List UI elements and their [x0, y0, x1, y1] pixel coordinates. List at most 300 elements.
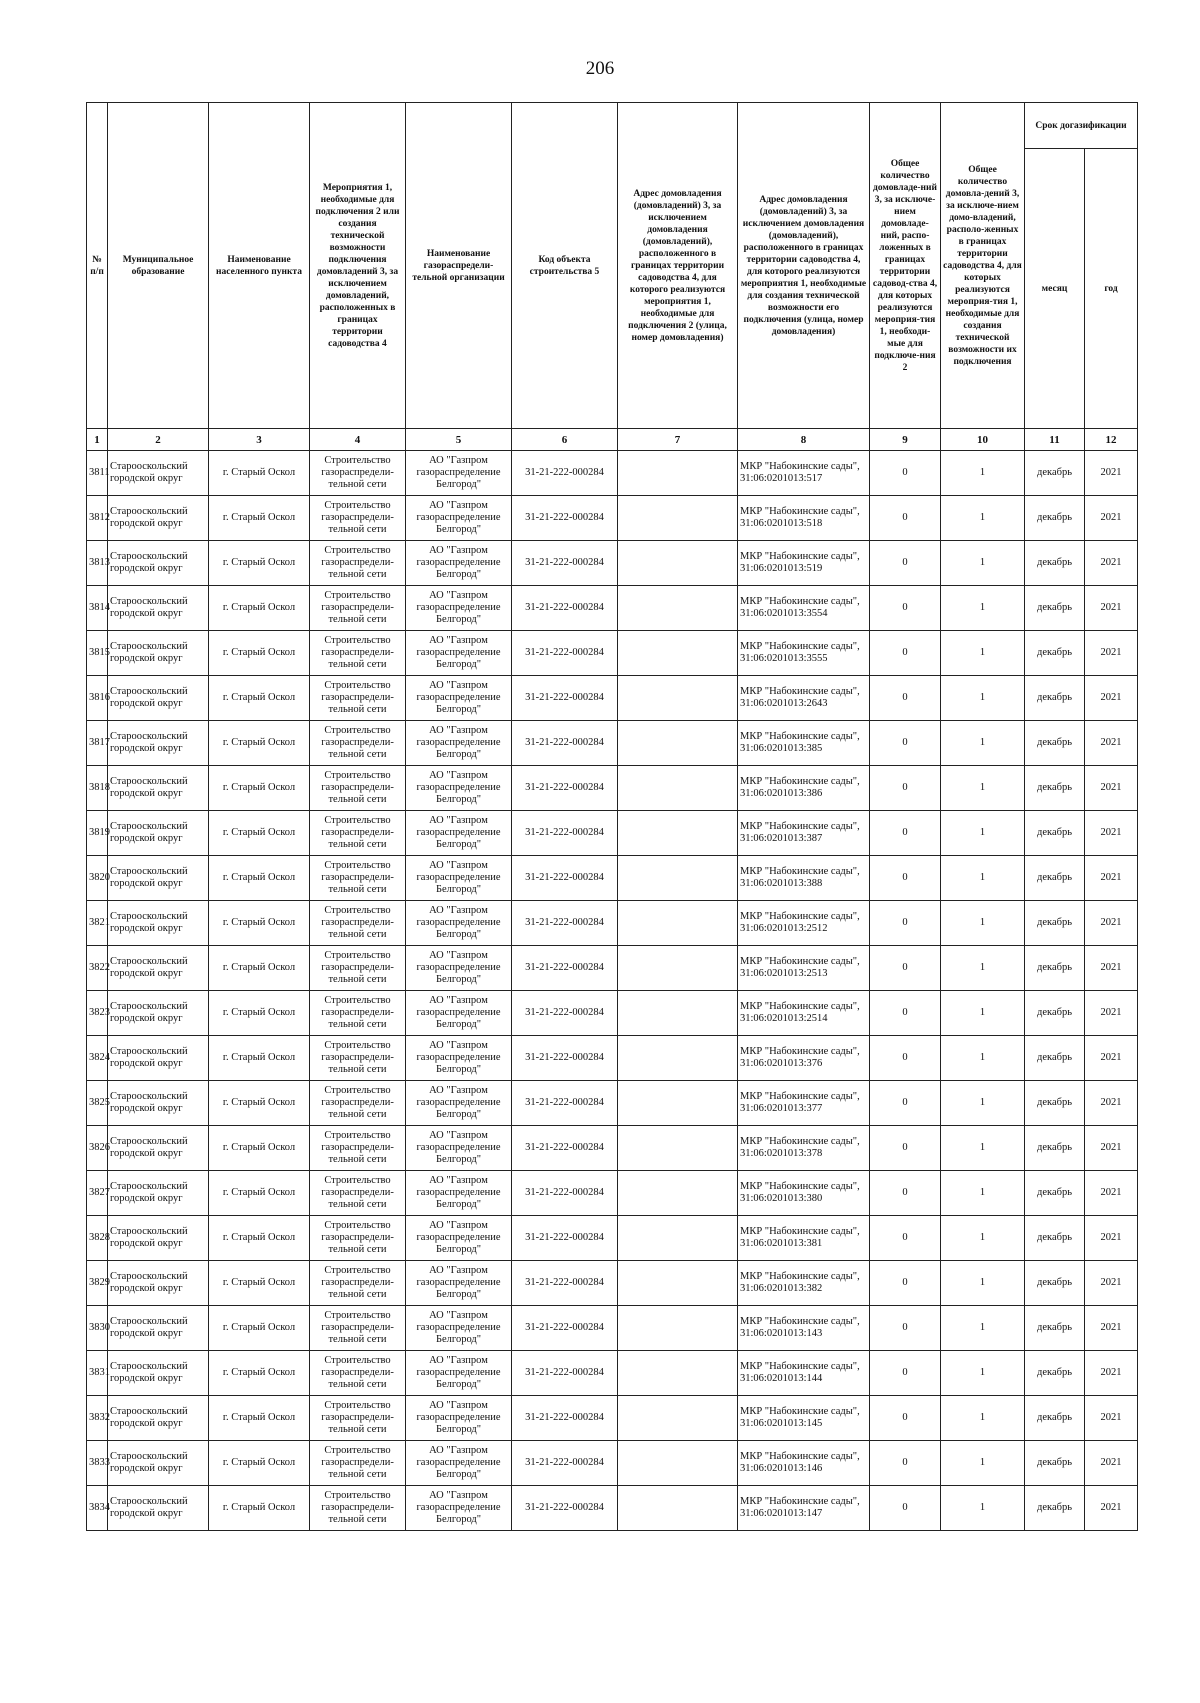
row-number: 3817 [87, 721, 108, 766]
organization-cell: АО "Газпром газораспределение Белгород" [406, 1261, 512, 1306]
year-cell: 2021 [1085, 856, 1138, 901]
year-cell: 2021 [1085, 1081, 1138, 1126]
locality-cell: г. Старый Оскол [209, 1441, 310, 1486]
column-number: 4 [310, 429, 406, 451]
column-number: 12 [1085, 429, 1138, 451]
table-row [87, 1081, 1138, 1126]
connection-address-cell [618, 991, 738, 1036]
capability-address-cell: МКР "Набокинские сады", 31:06:0201013:382 [738, 1261, 870, 1306]
object-code-cell: 31-21-222-000284 [512, 1261, 618, 1306]
month-cell: декабрь [1025, 541, 1085, 586]
capability-count-cell: 1 [941, 1216, 1025, 1261]
connection-address-cell [618, 1036, 738, 1081]
table-row [87, 1216, 1138, 1261]
month-cell: декабрь [1025, 1351, 1085, 1396]
month-cell: декабрь [1025, 1216, 1085, 1261]
connection-address-cell [618, 1486, 738, 1531]
locality-cell: г. Старый Оскол [209, 1126, 310, 1171]
connection-count-cell: 0 [870, 541, 941, 586]
year-cell: 2021 [1085, 1126, 1138, 1171]
municipality-cell: Старооскольский городской округ [108, 541, 209, 586]
month-cell: декабрь [1025, 946, 1085, 991]
header-year: год [1085, 149, 1138, 429]
event-cell: Строительство газораспредели-тельной сети [310, 1126, 406, 1171]
organization-cell: АО "Газпром газораспределение Белгород" [406, 676, 512, 721]
header-col8: Адрес домовладения (домовладений) 3, за исключением домовладения (домовладений), расположенного в границах территории садоводства 4, для которого реализуются мероприятия 1, необходимые для создания технической возможности его подключения (улица, номер домовладения) [738, 103, 870, 429]
capability-address-cell: МКР "Набокинские сады", 31:06:0201013:378 [738, 1126, 870, 1171]
event-cell: Строительство газораспредели-тельной сети [310, 856, 406, 901]
capability-address-cell: МКР "Набокинские сады", 31:06:0201013:3555 [738, 631, 870, 676]
organization-cell: АО "Газпром газораспределение Белгород" [406, 1486, 512, 1531]
locality-cell: г. Старый Оскол [209, 811, 310, 856]
table-body [87, 429, 1138, 1531]
municipality-cell: Старооскольский городской округ [108, 1171, 209, 1216]
event-cell: Строительство газораспредели-тельной сети [310, 631, 406, 676]
object-code-cell: 31-21-222-000284 [512, 1036, 618, 1081]
municipality-cell: Старооскольский городской округ [108, 1306, 209, 1351]
column-number: 1 [87, 429, 108, 451]
locality-cell: г. Старый Оскол [209, 1306, 310, 1351]
table-row [87, 901, 1138, 946]
year-cell: 2021 [1085, 946, 1138, 991]
year-cell: 2021 [1085, 1306, 1138, 1351]
connection-count-cell: 0 [870, 766, 941, 811]
table-row [87, 676, 1138, 721]
table-row [87, 721, 1138, 766]
month-cell: декабрь [1025, 1261, 1085, 1306]
municipality-cell: Старооскольский городской округ [108, 856, 209, 901]
locality-cell: г. Старый Оскол [209, 766, 310, 811]
municipality-cell: Старооскольский городской округ [108, 1081, 209, 1126]
year-cell: 2021 [1085, 541, 1138, 586]
month-cell: декабрь [1025, 496, 1085, 541]
object-code-cell: 31-21-222-000284 [512, 1126, 618, 1171]
row-number: 3818 [87, 766, 108, 811]
connection-address-cell [618, 586, 738, 631]
table-row [87, 631, 1138, 676]
column-number: 3 [209, 429, 310, 451]
year-cell: 2021 [1085, 1216, 1138, 1261]
capability-address-cell: МКР "Набокинские сады", 31:06:0201013:385 [738, 721, 870, 766]
object-code-cell: 31-21-222-000284 [512, 856, 618, 901]
capability-count-cell: 1 [941, 676, 1025, 721]
connection-count-cell: 0 [870, 1486, 941, 1531]
month-cell: декабрь [1025, 1126, 1085, 1171]
connection-address-cell [618, 1171, 738, 1216]
object-code-cell: 31-21-222-000284 [512, 721, 618, 766]
municipality-cell: Старооскольский городской округ [108, 1351, 209, 1396]
row-number: 3824 [87, 1036, 108, 1081]
table-row [87, 1351, 1138, 1396]
row-number: 3827 [87, 1171, 108, 1216]
table-row [87, 1306, 1138, 1351]
table-row [87, 766, 1138, 811]
year-cell: 2021 [1085, 631, 1138, 676]
month-cell: декабрь [1025, 451, 1085, 496]
page-number: 206 [585, 58, 615, 79]
column-number: 10 [941, 429, 1025, 451]
capability-count-cell: 1 [941, 541, 1025, 586]
connection-count-cell: 0 [870, 676, 941, 721]
row-number: 3819 [87, 811, 108, 856]
table-row [87, 541, 1138, 586]
event-cell: Строительство газораспредели-тельной сети [310, 541, 406, 586]
municipality-cell: Старооскольский городской округ [108, 1036, 209, 1081]
month-cell: декабрь [1025, 766, 1085, 811]
capability-address-cell: МКР "Набокинские сады", 31:06:0201013:146 [738, 1441, 870, 1486]
table-row [87, 496, 1138, 541]
organization-cell: АО "Газпром газораспределение Белгород" [406, 766, 512, 811]
year-cell: 2021 [1085, 1171, 1138, 1216]
connection-address-cell [618, 1351, 738, 1396]
connection-count-cell: 0 [870, 1126, 941, 1171]
connection-address-cell [618, 1261, 738, 1306]
municipality-cell: Старооскольский городской округ [108, 631, 209, 676]
connection-address-cell [618, 1441, 738, 1486]
connection-count-cell: 0 [870, 721, 941, 766]
table-row [87, 856, 1138, 901]
capability-count-cell: 1 [941, 1171, 1025, 1216]
row-number: 3825 [87, 1081, 108, 1126]
event-cell: Строительство газораспредели-тельной сети [310, 721, 406, 766]
capability-count-cell: 1 [941, 451, 1025, 496]
locality-cell: г. Старый Оскол [209, 1171, 310, 1216]
organization-cell: АО "Газпром газораспределение Белгород" [406, 991, 512, 1036]
year-cell: 2021 [1085, 901, 1138, 946]
object-code-cell: 31-21-222-000284 [512, 676, 618, 721]
capability-count-cell: 1 [941, 856, 1025, 901]
object-code-cell: 31-21-222-000284 [512, 1216, 618, 1261]
locality-cell: г. Старый Оскол [209, 1261, 310, 1306]
header-month: месяц [1025, 149, 1085, 429]
connection-address-cell [618, 1396, 738, 1441]
connection-address-cell [618, 1081, 738, 1126]
capability-count-cell: 1 [941, 1126, 1025, 1171]
organization-cell: АО "Газпром газораспределение Белгород" [406, 586, 512, 631]
municipality-cell: Старооскольский городской округ [108, 1216, 209, 1261]
object-code-cell: 31-21-222-000284 [512, 451, 618, 496]
row-number: 3830 [87, 1306, 108, 1351]
connection-address-cell [618, 1216, 738, 1261]
month-cell: декабрь [1025, 586, 1085, 631]
municipality-cell: Старооскольский городской округ [108, 676, 209, 721]
connection-address-cell [618, 946, 738, 991]
event-cell: Строительство газораспредели-тельной сети [310, 586, 406, 631]
event-cell: Строительство газораспредели-тельной сети [310, 1306, 406, 1351]
object-code-cell: 31-21-222-000284 [512, 631, 618, 676]
month-cell: декабрь [1025, 856, 1085, 901]
header-col6: Код объекта строительства 5 [512, 103, 618, 429]
locality-cell: г. Старый Оскол [209, 541, 310, 586]
capability-address-cell: МКР "Набокинские сады", 31:06:0201013:3554 [738, 586, 870, 631]
row-number: 3814 [87, 586, 108, 631]
row-number: 3828 [87, 1216, 108, 1261]
year-cell: 2021 [1085, 721, 1138, 766]
capability-count-cell: 1 [941, 1261, 1025, 1306]
municipality-cell: Старооскольский городской округ [108, 766, 209, 811]
event-cell: Строительство газораспредели-тельной сети [310, 1486, 406, 1531]
municipality-cell: Старооскольский городской округ [108, 1261, 209, 1306]
capability-address-cell: МКР "Набокинские сады", 31:06:0201013:2514 [738, 991, 870, 1036]
locality-cell: г. Старый Оскол [209, 721, 310, 766]
object-code-cell: 31-21-222-000284 [512, 586, 618, 631]
organization-cell: АО "Газпром газораспределение Белгород" [406, 946, 512, 991]
row-number: 3823 [87, 991, 108, 1036]
event-cell: Строительство газораспредели-тельной сети [310, 676, 406, 721]
capability-address-cell: МКР "Набокинские сады", 31:06:0201013:388 [738, 856, 870, 901]
capability-count-cell: 1 [941, 901, 1025, 946]
municipality-cell: Старооскольский городской округ [108, 451, 209, 496]
header-col2: Муниципальное образование [108, 103, 209, 429]
connection-address-cell [618, 811, 738, 856]
connection-count-cell: 0 [870, 811, 941, 856]
connection-count-cell: 0 [870, 991, 941, 1036]
locality-cell: г. Старый Оскол [209, 586, 310, 631]
object-code-cell: 31-21-222-000284 [512, 766, 618, 811]
municipality-cell: Старооскольский городской округ [108, 1126, 209, 1171]
event-cell: Строительство газораспредели-тельной сети [310, 496, 406, 541]
organization-cell: АО "Газпром газораспределение Белгород" [406, 1126, 512, 1171]
connection-count-cell: 0 [870, 586, 941, 631]
event-cell: Строительство газораспредели-тельной сети [310, 1081, 406, 1126]
month-cell: декабрь [1025, 676, 1085, 721]
month-cell: декабрь [1025, 901, 1085, 946]
header-term: Срок догазификации [1025, 103, 1138, 149]
month-cell: декабрь [1025, 811, 1085, 856]
capability-count-cell: 1 [941, 1306, 1025, 1351]
month-cell: декабрь [1025, 1171, 1085, 1216]
organization-cell: АО "Газпром газораспределение Белгород" [406, 1216, 512, 1261]
organization-cell: АО "Газпром газораспределение Белгород" [406, 496, 512, 541]
year-cell: 2021 [1085, 586, 1138, 631]
capability-count-cell: 1 [941, 1396, 1025, 1441]
header-col10: Общее количество домовла-дений 3, за исключе-нием домо-владений, располо-женных в границах территории садоводства 4, для которых реализуются мероприя-тия 1, необходимые для создания технической возможности их подключения [941, 103, 1025, 429]
event-cell: Строительство газораспредели-тельной сети [310, 946, 406, 991]
column-number: 11 [1025, 429, 1085, 451]
capability-address-cell: МКР "Набокинские сады", 31:06:0201013:2643 [738, 676, 870, 721]
locality-cell: г. Старый Оскол [209, 1036, 310, 1081]
column-number: 8 [738, 429, 870, 451]
organization-cell: АО "Газпром газораспределение Белгород" [406, 541, 512, 586]
connection-count-cell: 0 [870, 631, 941, 676]
header-col3: Наименование населенного пункта [209, 103, 310, 429]
month-cell: декабрь [1025, 1441, 1085, 1486]
year-cell: 2021 [1085, 1441, 1138, 1486]
row-number: 3831 [87, 1351, 108, 1396]
capability-count-cell: 1 [941, 1081, 1025, 1126]
object-code-cell: 31-21-222-000284 [512, 991, 618, 1036]
connection-address-cell [618, 676, 738, 721]
column-number: 6 [512, 429, 618, 451]
capability-count-cell: 1 [941, 1036, 1025, 1081]
municipality-cell: Старооскольский городской округ [108, 1441, 209, 1486]
connection-address-cell [618, 631, 738, 676]
capability-count-cell: 1 [941, 1351, 1025, 1396]
row-number: 3811 [87, 451, 108, 496]
year-cell: 2021 [1085, 496, 1138, 541]
capability-address-cell: МКР "Набокинские сады", 31:06:0201013:380 [738, 1171, 870, 1216]
header-col9: Общее количество домовладе-ний 3, за исключе-нием домовладе-ний, распо-ложенных в границах территории садовод-ства 4, для которых реализуются мероприя-тия 1, необходи-мые для подключе-ния 2 [870, 103, 941, 429]
year-cell: 2021 [1085, 676, 1138, 721]
month-cell: декабрь [1025, 1486, 1085, 1531]
capability-count-cell: 1 [941, 1441, 1025, 1486]
event-cell: Строительство газораспредели-тельной сети [310, 901, 406, 946]
event-cell: Строительство газораспредели-тельной сети [310, 991, 406, 1036]
locality-cell: г. Старый Оскол [209, 1351, 310, 1396]
municipality-cell: Старооскольский городской округ [108, 496, 209, 541]
capability-address-cell: МКР "Набокинские сады", 31:06:0201013:518 [738, 496, 870, 541]
capability-address-cell: МКР "Набокинские сады", 31:06:0201013:387 [738, 811, 870, 856]
connection-address-cell [618, 451, 738, 496]
event-cell: Строительство газораспредели-тельной сети [310, 1351, 406, 1396]
event-cell: Строительство газораспредели-тельной сети [310, 766, 406, 811]
connection-count-cell: 0 [870, 1261, 941, 1306]
municipality-cell: Старооскольский городской округ [108, 946, 209, 991]
table-row [87, 1036, 1138, 1081]
locality-cell: г. Старый Оскол [209, 991, 310, 1036]
connection-address-cell [618, 721, 738, 766]
capability-address-cell: МКР "Набокинские сады", 31:06:0201013:376 [738, 1036, 870, 1081]
organization-cell: АО "Газпром газораспределение Белгород" [406, 1441, 512, 1486]
locality-cell: г. Старый Оскол [209, 676, 310, 721]
year-cell: 2021 [1085, 1036, 1138, 1081]
capability-address-cell: МКР "Набокинские сады", 31:06:0201013:2513 [738, 946, 870, 991]
connection-count-cell: 0 [870, 1216, 941, 1261]
column-number: 5 [406, 429, 512, 451]
capability-address-cell: МКР "Набокинские сады", 31:06:0201013:517 [738, 451, 870, 496]
connection-address-cell [618, 541, 738, 586]
object-code-cell: 31-21-222-000284 [512, 1396, 618, 1441]
header-col7: Адрес домовладения (домовладений) 3, за исключением домовладения (домовладений), расположенного в границах территории садоводства 4, для которого реализуются мероприятия 1, необходимые для подключения 2 (улица, номер домовладения) [618, 103, 738, 429]
municipality-cell: Старооскольский городской округ [108, 586, 209, 631]
table-row [87, 1396, 1138, 1441]
row-number: 3813 [87, 541, 108, 586]
month-cell: декабрь [1025, 631, 1085, 676]
year-cell: 2021 [1085, 1396, 1138, 1441]
organization-cell: АО "Газпром газораспределение Белгород" [406, 856, 512, 901]
event-cell: Строительство газораспредели-тельной сети [310, 1216, 406, 1261]
year-cell: 2021 [1085, 451, 1138, 496]
event-cell: Строительство газораспредели-тельной сети [310, 1171, 406, 1216]
object-code-cell: 31-21-222-000284 [512, 1171, 618, 1216]
table-row [87, 1441, 1138, 1486]
organization-cell: АО "Газпром газораспределение Белгород" [406, 811, 512, 856]
capability-address-cell: МКР "Набокинские сады", 31:06:0201013:147 [738, 1486, 870, 1531]
year-cell: 2021 [1085, 1261, 1138, 1306]
organization-cell: АО "Газпром газораспределение Белгород" [406, 1306, 512, 1351]
column-numbers-row [87, 429, 1138, 451]
month-cell: декабрь [1025, 1306, 1085, 1351]
table-row [87, 451, 1138, 496]
capability-count-cell: 1 [941, 991, 1025, 1036]
object-code-cell: 31-21-222-000284 [512, 1486, 618, 1531]
object-code-cell: 31-21-222-000284 [512, 901, 618, 946]
column-number: 7 [618, 429, 738, 451]
object-code-cell: 31-21-222-000284 [512, 946, 618, 991]
organization-cell: АО "Газпром газораспределение Белгород" [406, 1081, 512, 1126]
year-cell: 2021 [1085, 1486, 1138, 1531]
table-row [87, 946, 1138, 991]
row-number: 3832 [87, 1396, 108, 1441]
municipality-cell: Старооскольский городской округ [108, 991, 209, 1036]
object-code-cell: 31-21-222-000284 [512, 1441, 618, 1486]
connection-count-cell: 0 [870, 856, 941, 901]
locality-cell: г. Старый Оскол [209, 856, 310, 901]
connection-count-cell: 0 [870, 946, 941, 991]
capability-count-cell: 1 [941, 496, 1025, 541]
connection-address-cell [618, 901, 738, 946]
capability-address-cell: МКР "Набокинские сады", 31:06:0201013:386 [738, 766, 870, 811]
capability-address-cell: МКР "Набокинские сады", 31:06:0201013:2512 [738, 901, 870, 946]
capability-count-cell: 1 [941, 766, 1025, 811]
connection-count-cell: 0 [870, 451, 941, 496]
connection-count-cell: 0 [870, 496, 941, 541]
event-cell: Строительство газораспредели-тельной сети [310, 1036, 406, 1081]
connection-address-cell [618, 1306, 738, 1351]
object-code-cell: 31-21-222-000284 [512, 1351, 618, 1396]
table-row [87, 1171, 1138, 1216]
organization-cell: АО "Газпром газораспределение Белгород" [406, 451, 512, 496]
connection-count-cell: 0 [870, 1081, 941, 1126]
object-code-cell: 31-21-222-000284 [512, 1081, 618, 1126]
connection-count-cell: 0 [870, 1396, 941, 1441]
municipality-cell: Старооскольский городской округ [108, 901, 209, 946]
object-code-cell: 31-21-222-000284 [512, 1306, 618, 1351]
locality-cell: г. Старый Оскол [209, 1081, 310, 1126]
connection-address-cell [618, 766, 738, 811]
connection-count-cell: 0 [870, 1306, 941, 1351]
connection-address-cell [618, 1126, 738, 1171]
organization-cell: АО "Газпром газораспределение Белгород" [406, 1351, 512, 1396]
locality-cell: г. Старый Оскол [209, 1216, 310, 1261]
year-cell: 2021 [1085, 766, 1138, 811]
table-row [87, 586, 1138, 631]
municipality-cell: Старооскольский городской округ [108, 1486, 209, 1531]
capability-address-cell: МКР "Набокинские сады", 31:06:0201013:145 [738, 1396, 870, 1441]
capability-address-cell: МКР "Набокинские сады", 31:06:0201013:144 [738, 1351, 870, 1396]
table-row [87, 1486, 1138, 1531]
capability-count-cell: 1 [941, 631, 1025, 676]
locality-cell: г. Старый Оскол [209, 496, 310, 541]
table-row [87, 1261, 1138, 1306]
column-number: 9 [870, 429, 941, 451]
row-number: 3821 [87, 901, 108, 946]
row-number: 3834 [87, 1486, 108, 1531]
table-row [87, 811, 1138, 856]
connection-count-cell: 0 [870, 1441, 941, 1486]
capability-count-cell: 1 [941, 946, 1025, 991]
capability-count-cell: 1 [941, 1486, 1025, 1531]
month-cell: декабрь [1025, 991, 1085, 1036]
capability-count-cell: 1 [941, 721, 1025, 766]
year-cell: 2021 [1085, 991, 1138, 1036]
year-cell: 2021 [1085, 1351, 1138, 1396]
locality-cell: г. Старый Оскол [209, 1396, 310, 1441]
row-number: 3826 [87, 1126, 108, 1171]
capability-count-cell: 1 [941, 811, 1025, 856]
row-number: 3816 [87, 676, 108, 721]
municipality-cell: Старооскольский городской округ [108, 1396, 209, 1441]
connection-count-cell: 0 [870, 1036, 941, 1081]
header-col5: Наименование газораспредели-тельной организации [406, 103, 512, 429]
organization-cell: АО "Газпром газораспределение Белгород" [406, 1036, 512, 1081]
row-number: 3812 [87, 496, 108, 541]
event-cell: Строительство газораспредели-тельной сети [310, 1261, 406, 1306]
municipality-cell: Старооскольский городской округ [108, 811, 209, 856]
organization-cell: АО "Газпром газораспределение Белгород" [406, 901, 512, 946]
locality-cell: г. Старый Оскол [209, 451, 310, 496]
month-cell: декабрь [1025, 1081, 1085, 1126]
